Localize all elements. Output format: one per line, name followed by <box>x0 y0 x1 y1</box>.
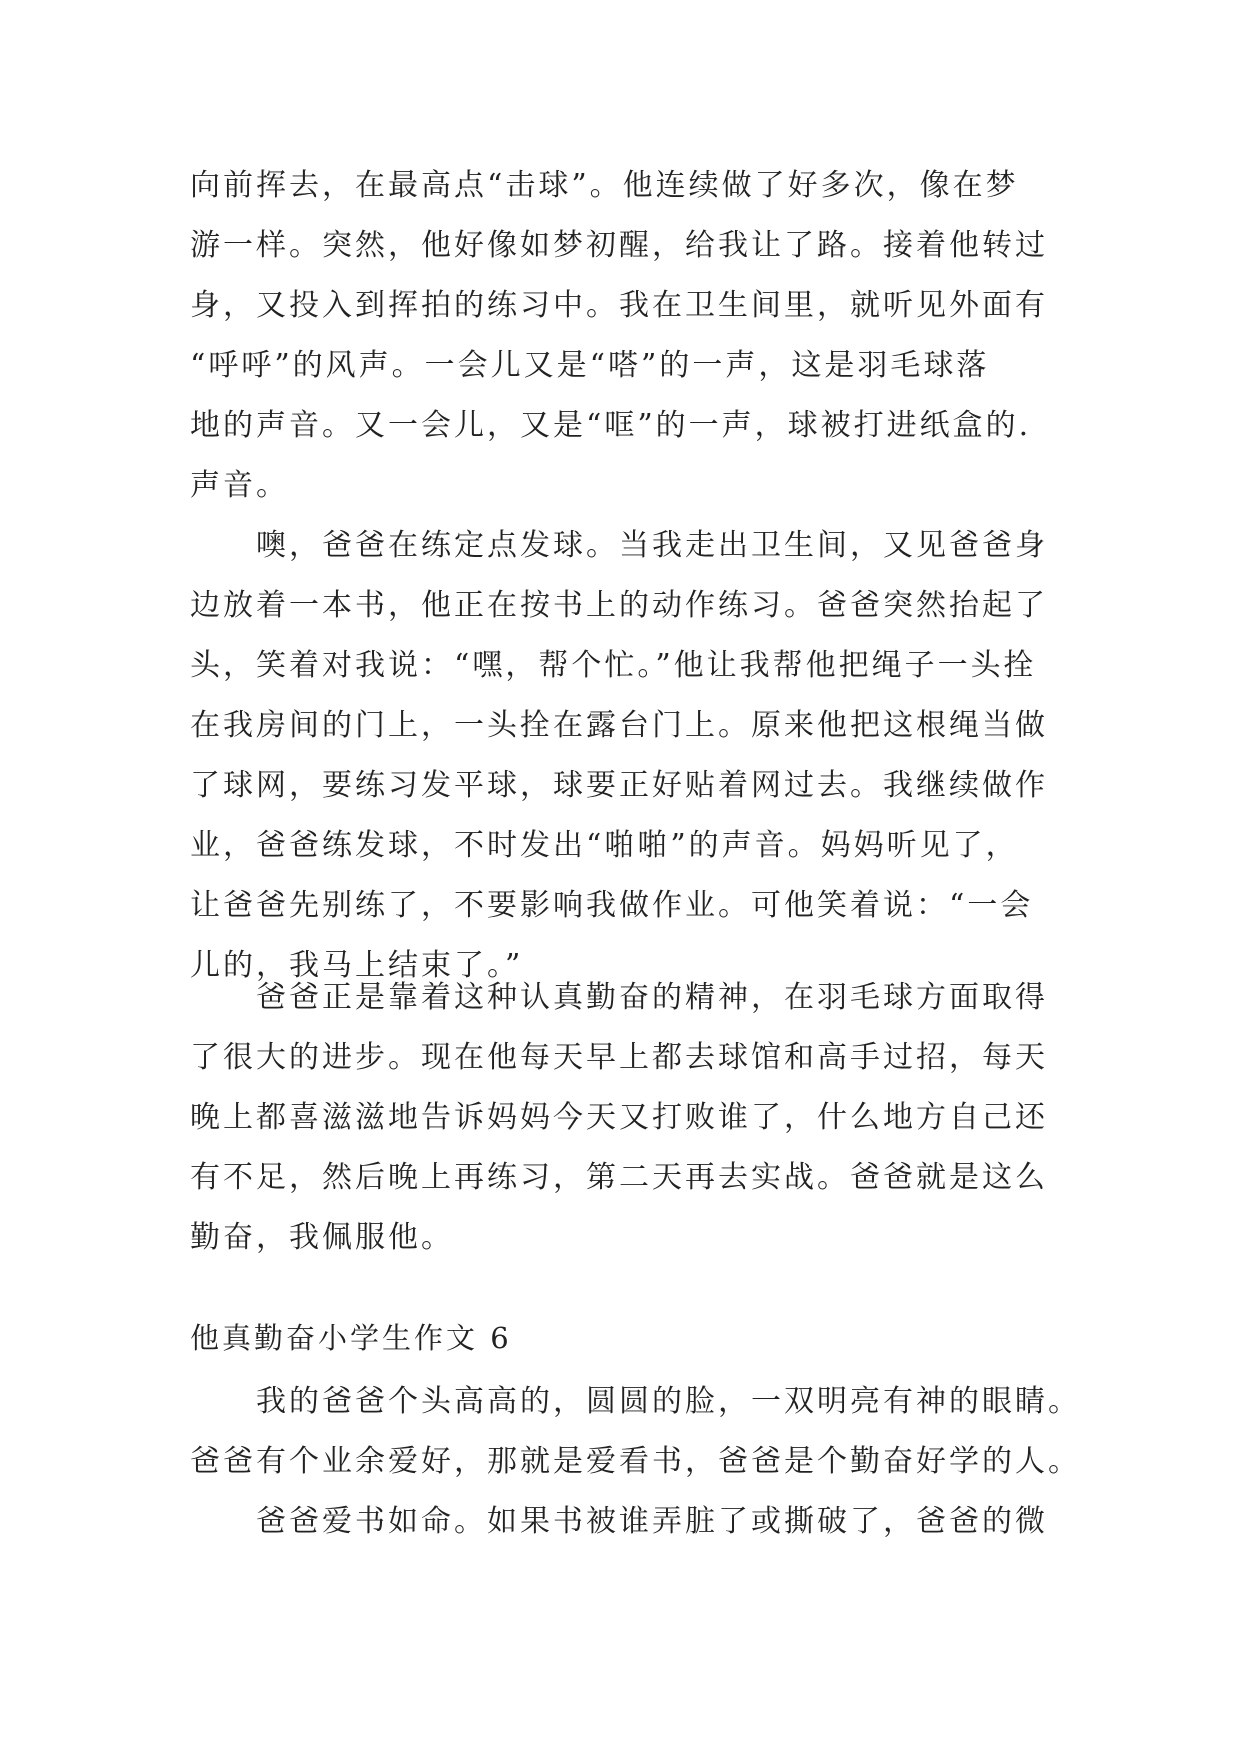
section-title: 他真勤奋小学生作文 6 <box>190 1321 512 1355</box>
paragraph-4 <box>190 1372 1081 1492</box>
paragraph-3-line-3: 晚上都喜滋滋地告诉妈妈今天又打败谁了，什么地方自己还 <box>190 1100 1048 1135</box>
paragraph-1-line-2: 游一样。突然，他好像如梦初醒，给我让了路。接着他转过 <box>190 228 1048 263</box>
paragraph-3-line-2: 了很大的进步。现在他每天早上都去球馆和高手过招，每天 <box>190 1040 1048 1075</box>
paragraph-4-line-1: 我的爸爸个头高高的，圆圆的脸，一双明亮有神的眼睛。 <box>256 1384 1081 1419</box>
paragraph-1-line-5: 地的声音。又一会儿，又是“哐”的一声，球被打进纸盒的. <box>190 408 1032 443</box>
paragraph-1 <box>190 156 1050 516</box>
paragraph-1-line-3: 身，又投入到挥拍的练习中。我在卫生间里，就听见外面有 <box>190 288 1048 323</box>
paragraph-1-line-1: 向前挥去，在最高点“击球”。他连续做了好多次，像在梦 <box>190 168 1019 203</box>
paragraph-2-line-2: 边放着一本书，他正在按书上的动作练习。爸爸突然抬起了 <box>190 588 1048 623</box>
paragraph-2-line-5: 了球网，要练习发平球，球要正好贴着网过去。我继续做作 <box>190 768 1048 803</box>
paragraph-5-line-1: 爸爸爱书如命。如果书被谁弄脏了或撕破了，爸爸的微 <box>256 1504 1048 1539</box>
paragraph-2-line-6: 业，爸爸练发球，不时发出“啪啪”的声音。妈妈听见了， <box>190 828 1019 863</box>
paragraph-3-line-1: 爸爸正是靠着这种认真勤奋的精神，在羽毛球方面取得 <box>256 980 1048 1015</box>
paragraph-4-line-2: 爸爸有个业余爱好，那就是爱看书，爸爸是个勤奋好学的人。 <box>190 1444 1081 1479</box>
paragraph-1-line-6: 声音。 <box>190 468 289 503</box>
paragraph-3-line-4: 有不足，然后晚上再练习，第二天再去实战。爸爸就是这么 <box>190 1160 1048 1195</box>
paragraph-3-line-5: 勤奋，我佩服他。 <box>190 1220 454 1255</box>
paragraph-2-line-8: 儿的，我马上结束了。” <box>190 948 524 983</box>
paragraph-2-line-1: 噢，爸爸在练定点发球。当我走出卫生间，又见爸爸身 <box>256 528 1048 563</box>
paragraph-3 <box>190 968 1050 1268</box>
paragraph-2-line-7: 让爸爸先别练了，不要影响我做作业。可他笑着说：“一会 <box>190 888 1034 923</box>
paragraph-2-line-4: 在我房间的门上，一头拴在露台门上。原来他把这根绳当做 <box>190 708 1048 743</box>
paragraph-2 <box>190 516 1050 996</box>
paragraph-5 <box>190 1492 1050 1552</box>
paragraph-1-line-4: “呼呼”的风声。一会儿又是“嗒”的一声，这是羽毛球落 <box>190 348 990 383</box>
paragraph-2-line-3: 头，笑着对我说：“嘿，帮个忙。”他让我帮他把绳子一头拴 <box>190 648 1037 683</box>
